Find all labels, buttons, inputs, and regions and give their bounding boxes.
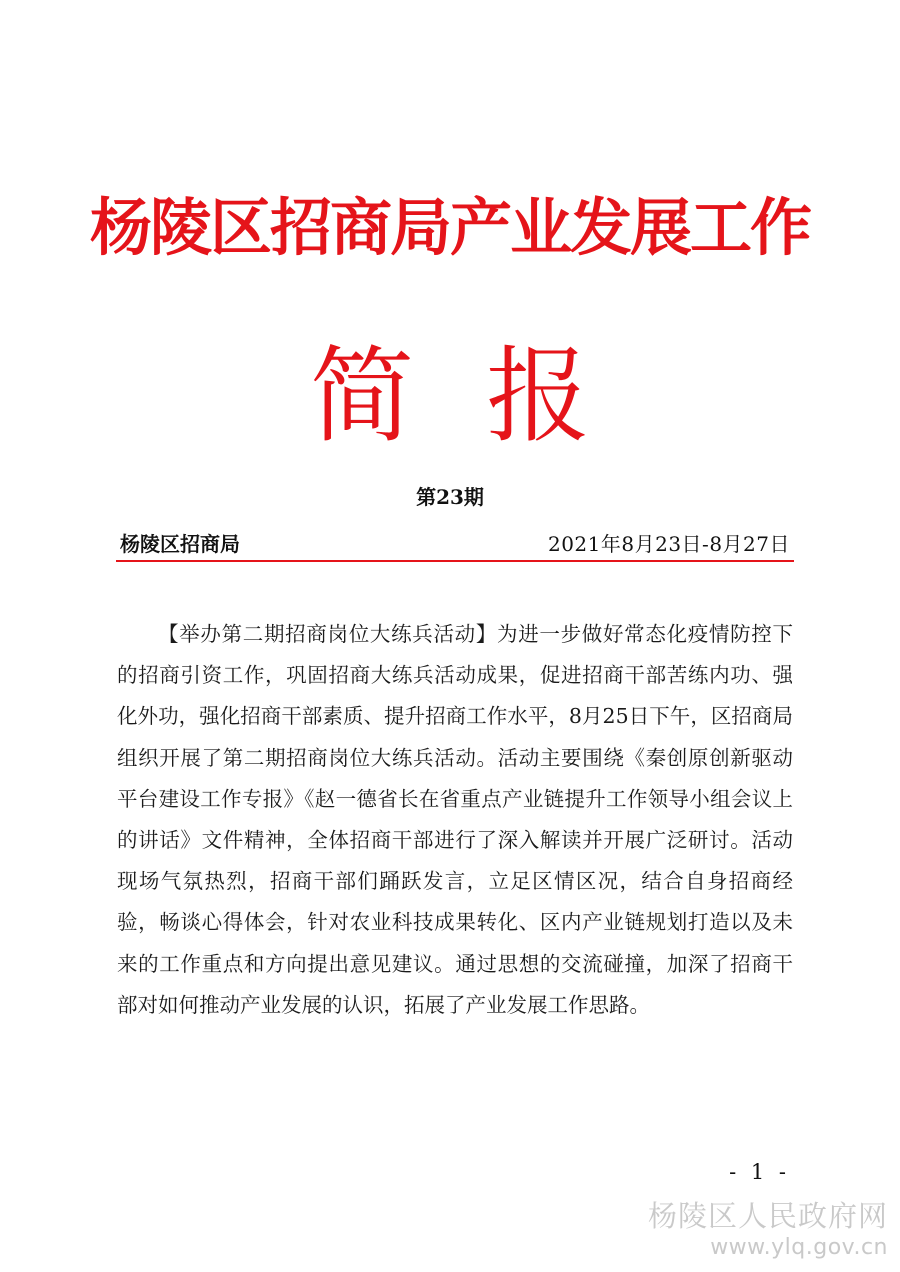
watermark	[628, 1198, 888, 1262]
page-number: - 1 -	[729, 1160, 790, 1184]
bulletin-title: 杨陵区招商局产业发展工作	[89, 191, 810, 264]
watermark-name: 杨陵区人民政府网	[647, 1199, 888, 1233]
date-range: 2021年8月23日-8月27日	[547, 532, 790, 556]
issue-number: 第23期	[416, 485, 484, 509]
watermark-url: www.ylq.gov.cn	[710, 1235, 888, 1260]
red-divider	[116, 560, 794, 562]
issuer: 杨陵区招商局	[120, 532, 240, 556]
bulletin-subtitle: 简报	[309, 335, 662, 457]
article-body: 【举办第二期招商岗位大练兵活动】为进一步做好常态化疫情防控下的招商引资工作，巩固招商大练兵活动成果，促进招商干部苦练内功、强化外功，强化招商干部素质、提升招商工作水平，8月25日下午，区招商局组织开展了第二期招商岗位大练兵活动。活动主要围绕《秦创原创新驱动平台建设工作专报》《赵一德省长在省重点产业链提升工作领导小组会议上的讲话》文件精神，全体招商干部进行了深入解读并开展广泛研讨。活动现场气氛热烈，招商干部们踊跃发言，立足区情区况，结合自身招商经验，畅谈心得体会，针对农业科技成果转化、区内产业链规划打造以及未来的工作重点和方向提出意见建议。通过思想的交流碰撞，加深了招商干部对如何推动产业发展的认识，拓展了产业发展工作思路。	[117, 622, 793, 1017]
meta-row	[120, 529, 790, 559]
